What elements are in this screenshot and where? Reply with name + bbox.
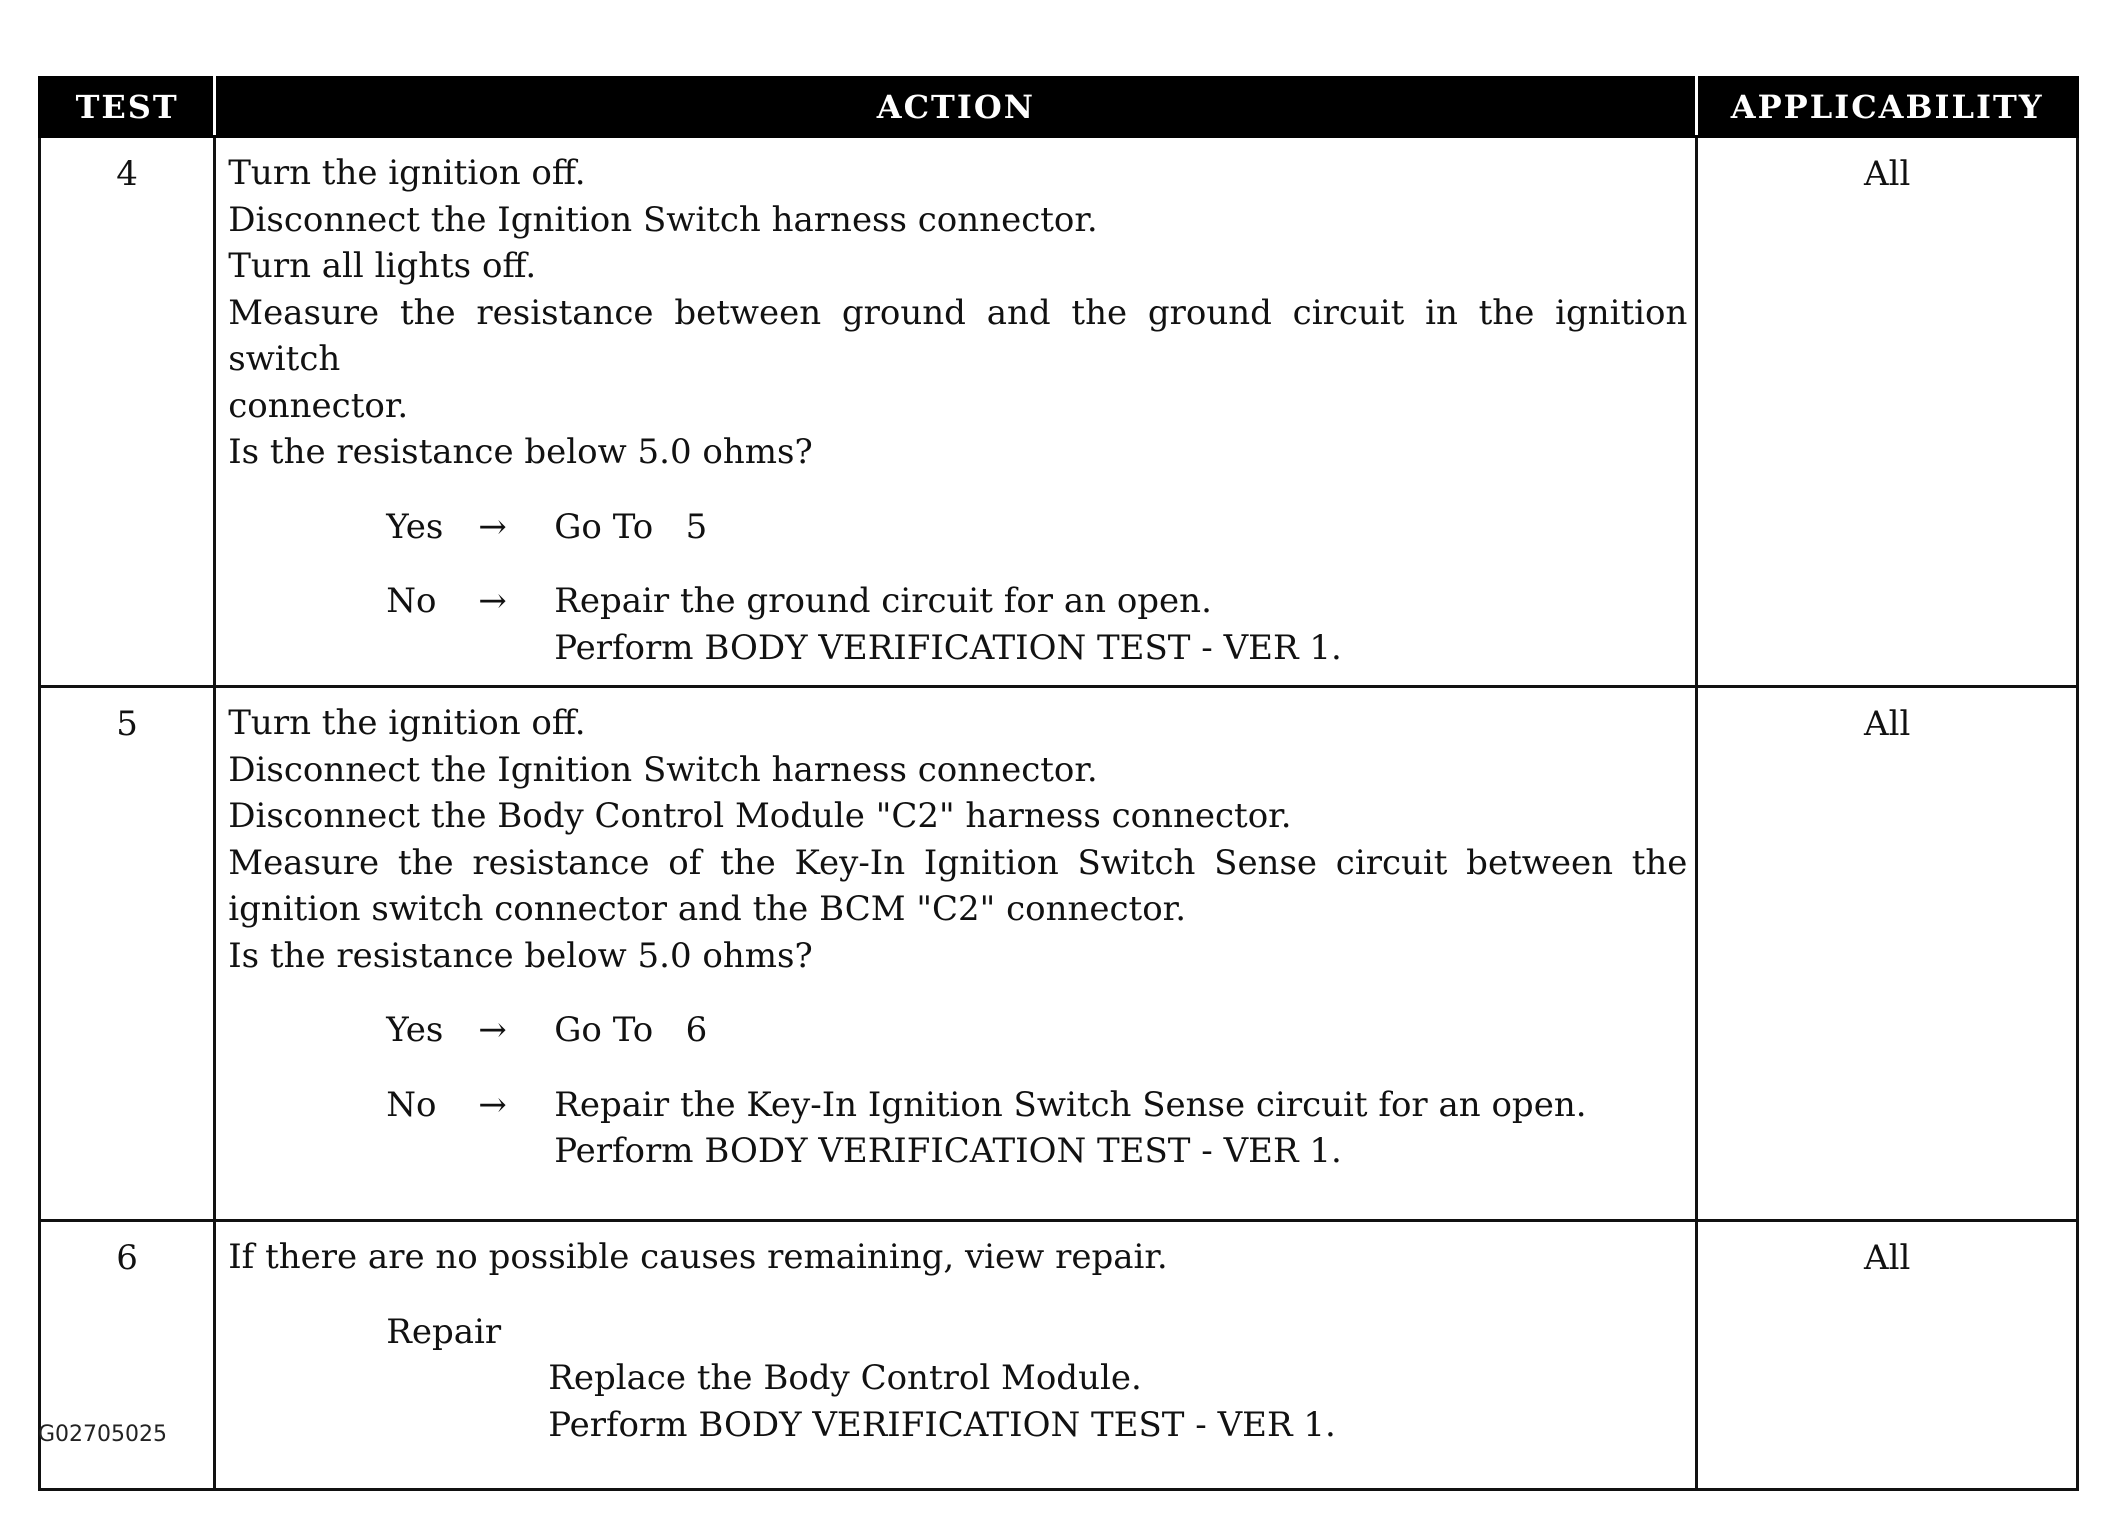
yes-text: Go To 5 xyxy=(554,506,708,547)
test-number: 6 xyxy=(40,1221,215,1490)
step-text: Is the resistance below 5.0 ohms? xyxy=(228,432,813,472)
applicability-value: All xyxy=(1697,687,2078,1221)
repair-label: Repair xyxy=(386,1311,502,1352)
no-line: Perform BODY VERIFICATION TEST - VER 1. xyxy=(554,627,1342,668)
repair-line: Perform BODY VERIFICATION TEST - VER 1. xyxy=(548,1404,1336,1445)
no-label: No xyxy=(386,1084,437,1125)
diagnostic-test-table xyxy=(38,76,2079,1491)
step-text: Turn the ignition off. xyxy=(228,153,586,193)
right-arrow-icon: → xyxy=(478,506,507,547)
step-text: Measure the resistance between ground and the ground circuit in the ignition switch xyxy=(228,292,1688,379)
no-text xyxy=(554,578,1687,671)
no-text xyxy=(554,1082,1687,1175)
no-line: Repair the Key-In Ignition Switch Sense circuit for an open. xyxy=(554,1084,1587,1125)
right-arrow-icon: → xyxy=(478,581,507,621)
step-text: Disconnect the Body Control Module "C2" harness connector. xyxy=(228,796,1292,836)
test-number: 4 xyxy=(40,137,215,687)
yes-label: Yes xyxy=(386,1010,444,1050)
table-row xyxy=(40,1221,2078,1490)
no-label: No xyxy=(386,581,437,621)
step-text: Disconnect the Ignition Switch harness connector. xyxy=(228,749,1098,790)
header-applicability: APPLICABILITY xyxy=(1697,78,2078,137)
no-branch xyxy=(386,578,1687,671)
header-action: ACTION xyxy=(215,78,1697,137)
step-text: If there are no possible causes remaining, view repair. xyxy=(228,1237,1168,1277)
step-text: Turn all lights off. xyxy=(228,246,537,286)
table-row xyxy=(40,137,2078,687)
repair-block xyxy=(386,1309,1687,1449)
no-branch xyxy=(386,1082,1687,1175)
no-line: Repair the ground circuit for an open. xyxy=(554,581,1212,621)
step-text: Turn the ignition off. xyxy=(228,703,586,743)
no-line: Perform BODY VERIFICATION TEST - VER 1. xyxy=(554,1131,1342,1171)
right-arrow-icon: → xyxy=(478,1084,507,1125)
applicability-value: All xyxy=(1697,137,2078,687)
test-number: 5 xyxy=(40,687,215,1221)
step-text: Measure the resistance of the Key-In Ignition Switch Sense circuit between the xyxy=(228,842,1688,883)
repair-body xyxy=(548,1355,1687,1448)
table-header-row xyxy=(40,78,2078,137)
applicability-value: All xyxy=(1697,1221,2078,1490)
step-text: Is the resistance below 5.0 ohms? xyxy=(228,935,813,976)
action-cell xyxy=(215,687,1697,1221)
table-row xyxy=(40,687,2078,1221)
action-cell xyxy=(215,137,1697,687)
header-test: TEST xyxy=(40,78,215,137)
step-text: ignition switch connector and the BCM "C2" connector. xyxy=(228,889,1187,929)
yes-label: Yes xyxy=(386,506,444,547)
figure-id: G02705025 xyxy=(38,1422,168,1447)
step-text: Disconnect the Ignition Switch harness connector. xyxy=(228,199,1098,240)
yes-branch xyxy=(386,504,1687,551)
action-cell xyxy=(215,1221,1697,1490)
right-arrow-icon: → xyxy=(478,1010,507,1050)
yes-text: Go To 6 xyxy=(554,1010,708,1050)
repair-line: Replace the Body Control Module. xyxy=(548,1358,1142,1398)
step-text: connector. xyxy=(228,385,409,426)
yes-branch xyxy=(386,1007,1687,1054)
